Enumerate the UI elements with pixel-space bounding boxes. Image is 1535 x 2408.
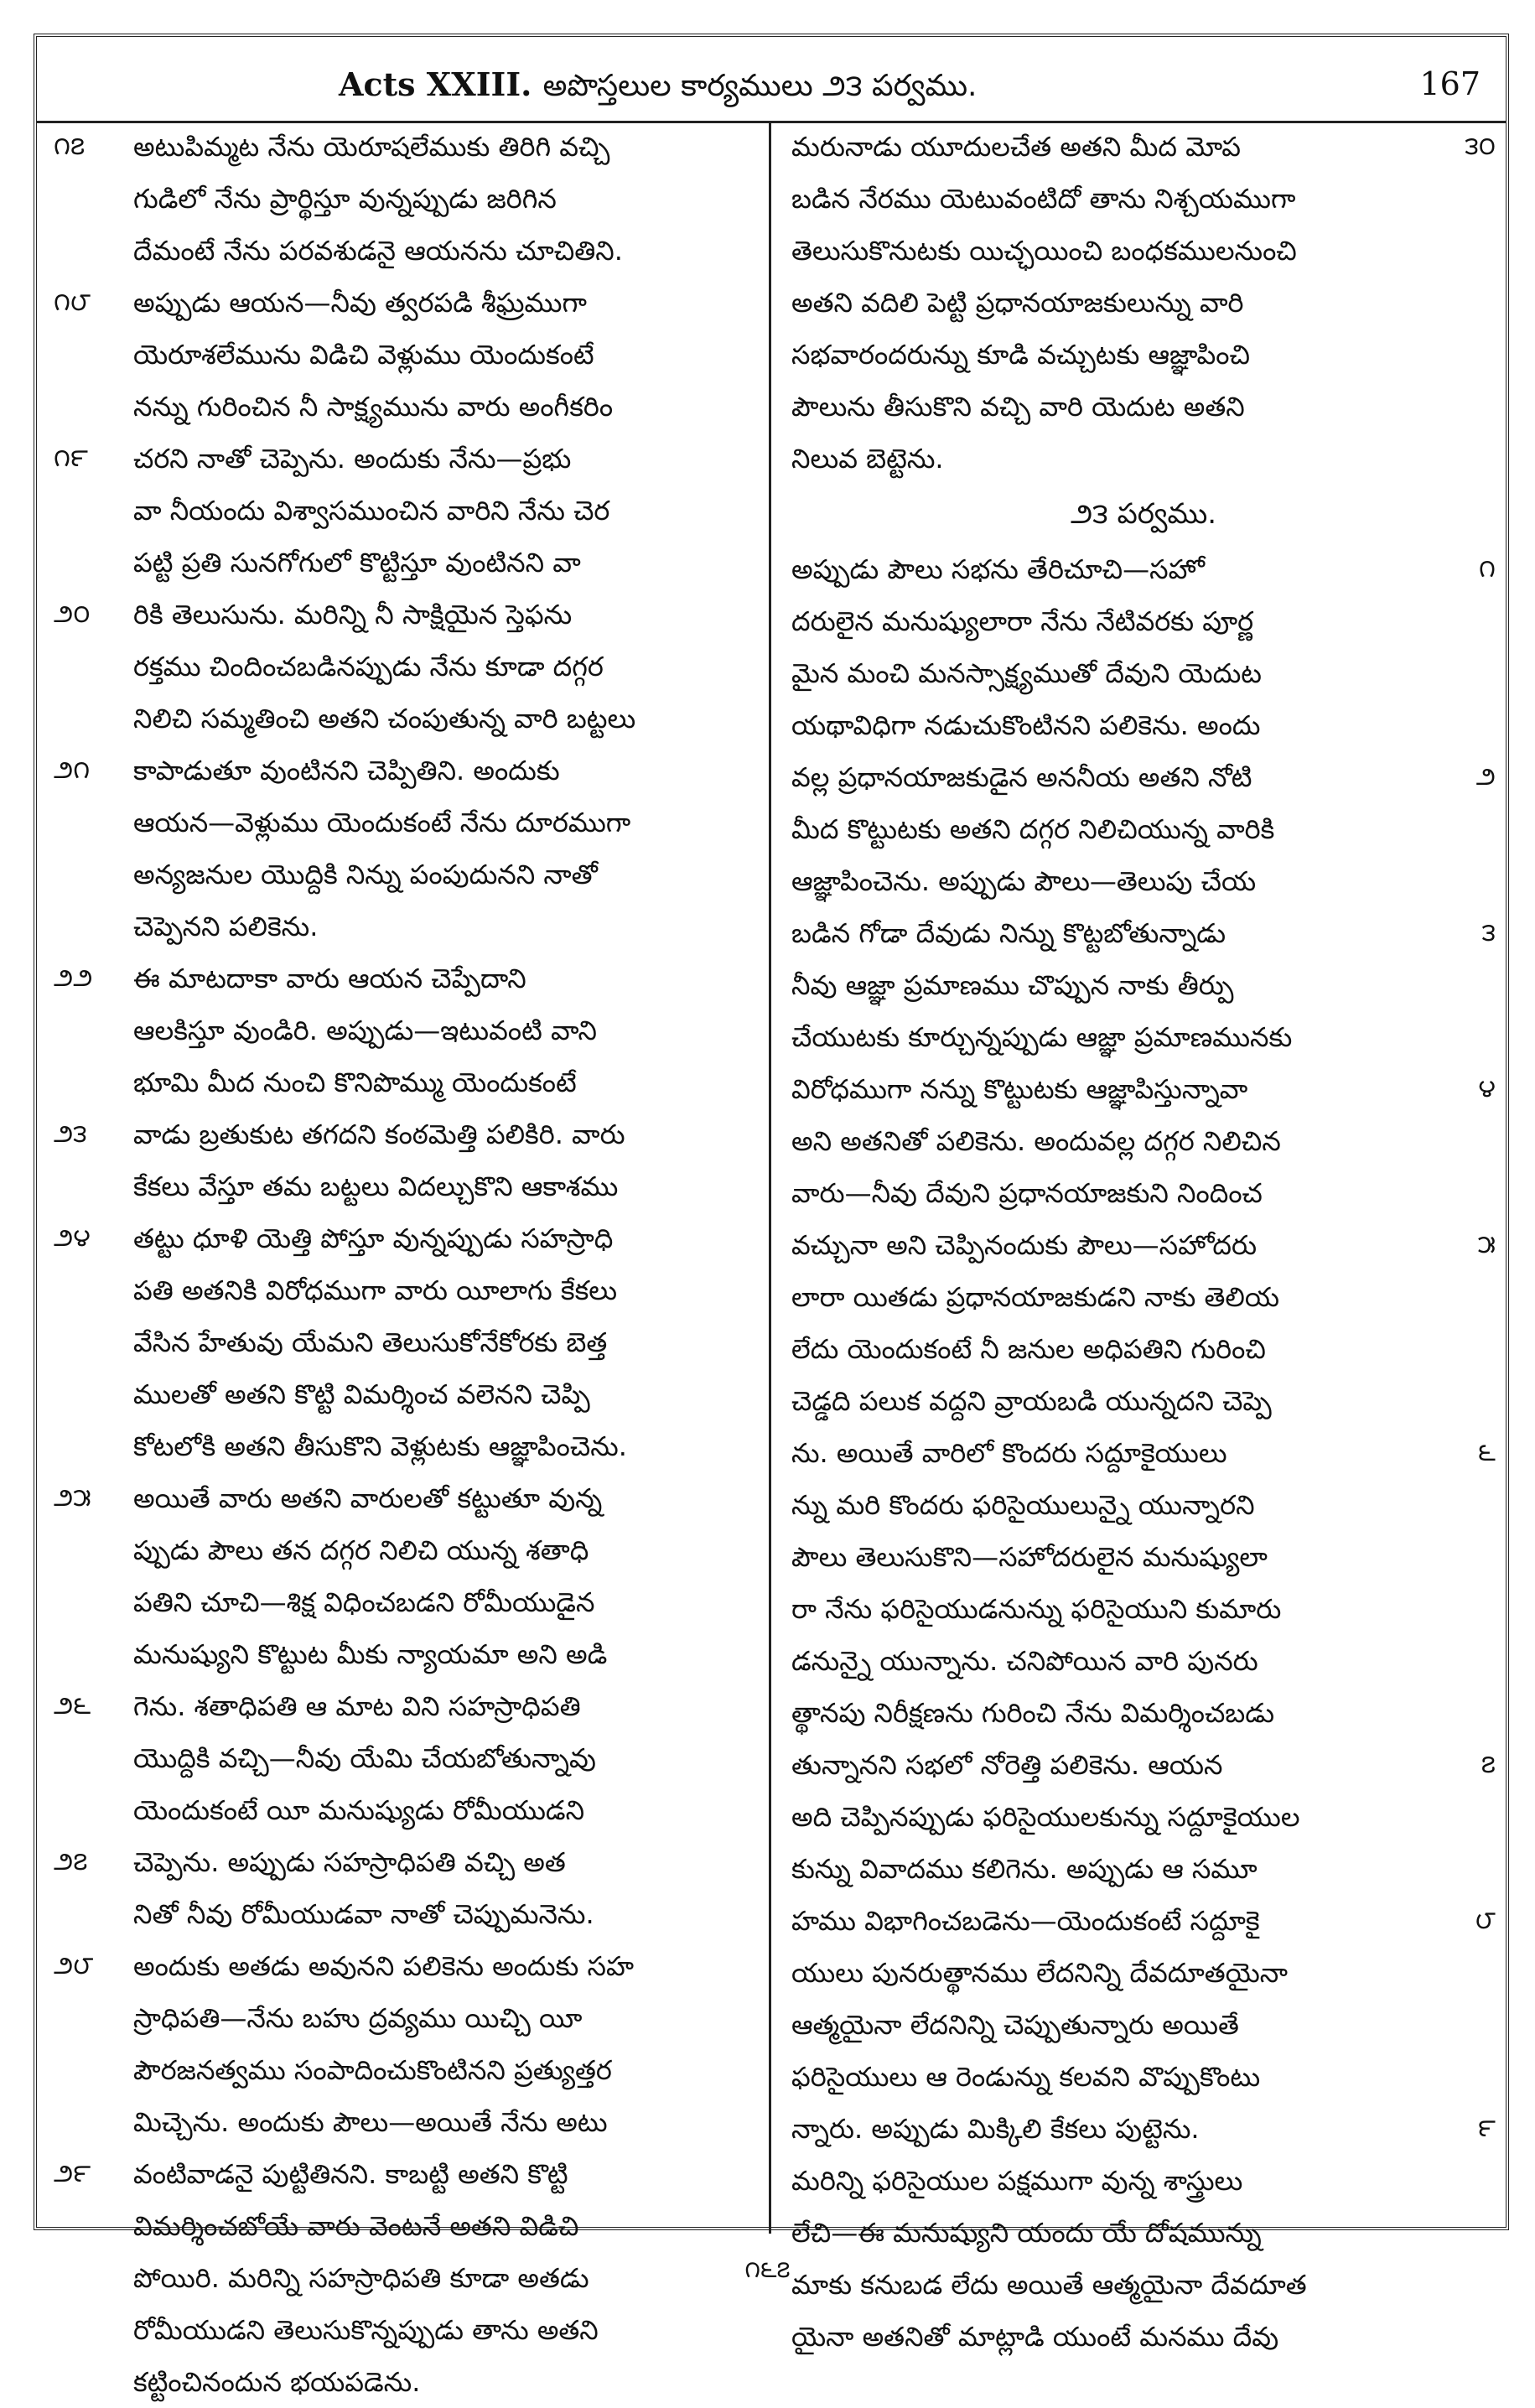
line-text: అటుపిమ్మట నేను యెరూషలేముకు తిరిగి వచ్చి (133, 131, 610, 163)
text-line (54, 1212, 758, 1264)
line-text: భూమి మీద నుంచి కొనిపొమ్ము యెందుకంటే (133, 1066, 577, 1098)
line-text: వాడు బ్రతుకుట తగదని కంఠమెత్తి పలికిరి. వారు (133, 1118, 625, 1150)
line-text: తట్టు ధూళి యెత్తి పోస్తూ వున్నప్పుడు సహస్రాధి (133, 1222, 614, 1254)
text-line (54, 2304, 758, 2356)
text-line (791, 543, 1496, 595)
text-line (54, 1264, 758, 1316)
verse-number: ౨౧ (54, 755, 91, 785)
text-line (791, 907, 1496, 959)
verse-number: ౧ (1479, 554, 1496, 584)
text-line (54, 277, 758, 329)
line-text: యెందుకంటే యీ మనుష్యుడు రోమీయుడని (133, 1794, 585, 1826)
line-text: కాపాడుతూ వుంటినని చెప్పితిని. అందుకు (133, 755, 560, 786)
verse-number: ౧౯ (54, 444, 88, 473)
text-line (54, 1160, 758, 1212)
text-line (791, 1739, 1496, 1791)
text-line (54, 693, 758, 745)
text-line (791, 595, 1496, 647)
text-line (791, 1323, 1496, 1375)
line-text: దరులైన మనుష్యులారా నేను నేటివరకు పూర్ణ (791, 605, 1254, 637)
line-text: త్థానపు నిరీక్షణను గురించి నేను విమర్శించబడు (791, 1697, 1275, 1729)
line-text: నిలిచి సమ్మతించి అతని చంపుతున్న వారి బట్టలు (133, 703, 636, 734)
text-line (54, 1940, 758, 1992)
text-line (791, 751, 1496, 803)
text-line (791, 855, 1496, 907)
line-text: న్ను మరి కొందరు ఫరిసైయులున్నై యున్నారని (791, 1489, 1255, 1521)
line-text: పతిని చూచి—శిక్ష విధించబడని రోమీయుడైన (133, 1586, 595, 1618)
verse-number: ౨౫ (54, 1483, 91, 1513)
text-line (791, 1167, 1496, 1219)
line-text: గుడిలో నేను ప్రార్థిస్తూ వున్నప్పుడు జరిగిన (133, 183, 557, 215)
text-line (791, 1375, 1496, 1427)
verse-number: ౧౮ (54, 288, 91, 317)
page-header (37, 37, 1506, 123)
line-text: గెను. శతాధిపతి ఆ మాట విని సహస్రాధిపతి (133, 1690, 581, 1722)
text-line (791, 1427, 1496, 1479)
line-text: మీద కొట్టుటకు అతని దగ్గర నిలిచియున్న వారికి (791, 813, 1275, 845)
line-text: ప్పుడు పౌలు తన దగ్గర నిలిచి యున్న శతాధి (133, 1534, 589, 1566)
line-text: అని అతనితో పలికెను. అందువల్ల దగ్గర నిలిచిన (791, 1125, 1281, 1157)
line-text: నితో నీవు రోమీయుడవా నాతో చెప్పుమనెను. (133, 1898, 594, 1930)
text-line (54, 641, 758, 693)
text-line (791, 2051, 1496, 2103)
line-text: తున్నానని సభలో నోరెత్తి పలికెను. ఆయన (791, 1749, 1223, 1781)
line-text: చెడ్డది పలుక వద్దని వ్రాయబడి యున్నదని చెప్పె (791, 1385, 1272, 1417)
signature-mark: ౧౬౭ (744, 2255, 791, 2283)
text-line (54, 1784, 758, 1836)
text-line (791, 329, 1496, 381)
text-line (54, 745, 758, 797)
running-title (339, 65, 977, 111)
line-text: వచ్చునా అని చెప్పినందుకు పౌలు—సహోదరు (791, 1229, 1258, 1261)
line-text: వారు—నీవు దేవుని ప్రధానయాజకుని నిందించ (791, 1177, 1263, 1209)
text-line (791, 1843, 1496, 1895)
line-text: కేకలు వేస్తూ తమ బట్టలు విదల్చుకొని ఆకాశము (133, 1170, 619, 1202)
line-text: పోయిరి. మరిన్ని సహస్రాధిపతి కూడా అతడు (133, 2262, 589, 2294)
line-text: యథావిధిగా నడుచుకొంటినని పలికెను. అందు (791, 709, 1261, 741)
right-column-top (791, 121, 1496, 485)
text-line (54, 2356, 758, 2408)
text-line (791, 1999, 1496, 2051)
line-text: రక్తము చిందించబడినప్పుడు నేను కూడా దగ్గర (133, 651, 604, 682)
title-english: Acts XXIII. (339, 65, 532, 103)
line-text: రికి తెలుసును. మరిన్ని నీ సాక్షియైన స్తెఫను (133, 599, 573, 631)
line-text: వా నీయందు విశ్వాసముంచిన వారిని నేను చెర (133, 495, 610, 527)
text-line (54, 225, 758, 277)
text-line (791, 121, 1496, 173)
text-line (54, 1524, 758, 1576)
text-line (791, 803, 1496, 855)
text-line (791, 2103, 1496, 2155)
text-line (54, 173, 758, 225)
text-line (54, 849, 758, 900)
line-text: డనున్నై యున్నాను. చనిపోయిన వారి పునరు (791, 1645, 1258, 1677)
line-text: విరోధముగా నన్ను కొట్టుటకు ఆజ్ఞాపిస్తున్నావా (791, 1073, 1248, 1105)
line-text: ములతో అతని కొట్టి విమర్శించ వలెనని చెప్పి (133, 1378, 590, 1410)
text-line (54, 537, 758, 589)
line-text: యైనా అతనితో మాట్లాడి యుంటే మనము దేవు (791, 2321, 1279, 2353)
right-column-bottom (791, 543, 1496, 2363)
line-text: అప్పుడు ఆయన—నీవు త్వరపడి శీఘ్రముగా (133, 287, 587, 319)
verse-number: ౩ (1481, 918, 1496, 947)
text-line (791, 699, 1496, 751)
text-line (791, 173, 1496, 225)
line-text: యెరూశలేమును విడిచి వెళ్లుము యెందుకంటే (133, 339, 594, 371)
text-line (54, 900, 758, 952)
text-line (54, 1056, 758, 1108)
line-text: వల్ల ప్రధానయాజకుడైన అననీయ అతని నోటి (791, 761, 1252, 793)
line-text: న్నారు. అప్పుడు మిక్కిలి కేకలు పుట్టెను. (791, 2113, 1200, 2145)
line-text: చరని నాతో చెప్పెను. అందుకు నేను—ప్రభు (133, 443, 572, 475)
line-text: పౌలును తీసుకొని వచ్చి వారి యెదుట అతని (791, 391, 1245, 423)
line-text: పౌలు తెలుసుకొని—సహోదరులైన మనుష్యులా (791, 1541, 1268, 1573)
line-text: నన్ను గురించిన నీ సాక్ష్యమును వారు అంగీకరిం (133, 391, 614, 423)
text-line (791, 1063, 1496, 1115)
line-text: హము విభాగించబడెను—యెందుకంటే సద్దూకై (791, 1905, 1260, 1937)
text-line (791, 2207, 1496, 2259)
line-text: చెప్పెనని పలికెను. (133, 911, 319, 942)
text-line (54, 1680, 758, 1732)
text-line (791, 225, 1496, 277)
verse-number: ౨౭ (54, 1847, 88, 1876)
text-line (54, 952, 758, 1004)
line-text: తెలుసుకొనుటకు యిచ్ఛయించి బంధకములనుంచి (791, 235, 1297, 267)
text-line (791, 1271, 1496, 1323)
line-text: వేసిన హేతువు యేమని తెలుసుకోనేకోరకు బెత్త (133, 1326, 608, 1358)
verse-number: ౫ (1477, 1230, 1496, 1259)
text-line (54, 2096, 758, 2148)
text-line (791, 1583, 1496, 1635)
line-text: ను. అయితే వారిలో కొందరు సద్దూకైయులు (791, 1437, 1227, 1469)
text-line (54, 121, 758, 173)
text-line (791, 1895, 1496, 1947)
line-text: మరిన్ని ఫరిసైయుల పక్షముగా వున్న శాస్త్రులు (791, 2165, 1243, 2197)
line-text: ఆత్మయైనా లేదనిన్ని చెప్పుతున్నారు అయితే (791, 2009, 1239, 2041)
text-line (791, 1115, 1496, 1167)
line-text: మైన మంచి మనస్సాక్ష్యముతో దేవుని యెదుట (791, 657, 1263, 689)
text-line (791, 1479, 1496, 1531)
line-text: కట్టించినందున భయపడెను. (133, 2366, 421, 2398)
line-text: అందుకు అతడు అవునని పలికెను అందుకు సహ (133, 1950, 635, 1982)
line-text: ఆయన—వెళ్లుము యెందుకంటే నేను దూరముగా (133, 807, 631, 838)
line-text: దేమంటే నేను పరవశుడనై ఆయనను చూచితిని. (133, 235, 623, 267)
chapter-heading: ౨౩ పర్వము. (1070, 497, 1217, 531)
line-text: మనుష్యుని కొట్టుట మీకు న్యాయమా అని అడి (133, 1638, 608, 1670)
text-line (791, 647, 1496, 699)
text-line (54, 1732, 758, 1784)
line-text: చేయుటకు కూర్చున్నప్పుడు ఆజ్ఞా ప్రమాణమునకు (791, 1021, 1293, 1053)
line-text: లారా యితడు ప్రధానయాజకుడని నాకు తెలియ (791, 1281, 1279, 1313)
verse-number: ౨౩ (54, 1119, 87, 1149)
text-line (54, 1108, 758, 1160)
text-line (54, 1628, 758, 1680)
text-line (54, 797, 758, 849)
line-text: అయితే వారు అతని వారులతో కట్టుతూ వున్న (133, 1482, 603, 1514)
text-line (791, 381, 1496, 433)
verse-number: ౭ (1481, 1750, 1496, 1779)
line-text: కున్ను వివాదము కలిగెను. అప్పుడు ఆ సమూ (791, 1853, 1258, 1885)
line-text: స్రాధిపతి—నేను బహు ద్రవ్యము యిచ్చి యీ (133, 2002, 583, 2034)
text-line (54, 433, 758, 485)
text-line (54, 1368, 758, 1420)
text-line (791, 433, 1496, 485)
text-line (54, 1004, 758, 1056)
verse-number: ౨ (1475, 762, 1496, 791)
line-text: మిచ్చెను. అందుకు పౌలు—అయితే నేను అటు (133, 2106, 608, 2138)
text-line (791, 2311, 1496, 2363)
title-telugu: అపొస్తలుల కార్యములు ౨౩ పర్వము. (542, 69, 978, 103)
verse-number: ౨౦ (54, 599, 91, 629)
text-line (54, 1836, 758, 1888)
text-line (791, 1687, 1496, 1739)
line-text: వంటివాడనై పుట్టితినని. కాబట్టి అతని కొట్టి (133, 2158, 568, 2190)
left-column (54, 121, 758, 2408)
line-text: పట్టి ప్రతి సునగోగులో కొట్టిస్తూ వుంటినని వా (133, 547, 581, 579)
verse-number: ౩౦ (1465, 132, 1496, 161)
verse-number: ౪ (1478, 1074, 1496, 1103)
line-text: ఆజ్ఞాపించెను. అప్పుడు పౌలు—తెలుపు చేయ (791, 865, 1257, 897)
line-text: ఫరిసైయులు ఆ రెండున్ను కలవని వొప్పుకొంటు (791, 2061, 1261, 2093)
right-column (791, 121, 1496, 2363)
text-line (791, 277, 1496, 329)
page-number: 167 (1419, 65, 1481, 102)
text-line (54, 2148, 758, 2200)
verse-number: ౨౨ (54, 963, 93, 993)
text-line (54, 485, 758, 537)
text-line (54, 1472, 758, 1524)
verse-number: ౮ (1475, 1906, 1496, 1935)
line-text: యొద్దికి వచ్చి—నీవు యేమి చేయబోతున్నావు (133, 1742, 596, 1774)
text-line (54, 329, 758, 381)
line-text: అతని వదిలి పెట్టి ప్రధానయాజకులున్ను వారి (791, 287, 1244, 319)
line-text: రా నేను ఫరిసైయుడనున్ను ఫరిసైయుని కుమారు (791, 1593, 1282, 1625)
text-line (54, 1420, 758, 1472)
verse-number: ౨౪ (54, 1223, 91, 1253)
text-line (54, 1576, 758, 1628)
text-line (54, 381, 758, 433)
line-text: ఈ మాటదాకా వారు ఆయన చెప్పేదాని (133, 963, 526, 994)
line-text: అప్పుడు పౌలు సభను తేరిచూచి—సహో (791, 553, 1205, 585)
line-text: విమర్శించబోయే వారు వెంటనే అతని విడిచి (133, 2210, 579, 2242)
text-line (791, 1947, 1496, 1999)
line-text: మాకు కనుబడ లేదు అయితే ఆత్మయైనా దేవదూత (791, 2269, 1307, 2301)
verse-number: ౬ (1478, 1438, 1496, 1467)
text-line (791, 1219, 1496, 1271)
line-text: నీవు ఆజ్ఞా ప్రమాణము చొప్పున నాకు తీర్పు (791, 969, 1234, 1001)
line-text: బడిన నేరము యెటువంటిదో తాను నిశ్చయముగా (791, 183, 1296, 215)
verse-number: ౨౯ (54, 2159, 91, 2188)
text-line (54, 1316, 758, 1368)
line-text: పౌరజనత్వము సంపాదించుకొంటినని ప్రత్యుత్తర (133, 2054, 612, 2086)
line-text: మరునాడు యూదులచేత అతని మీద మోప (791, 131, 1241, 163)
text-line (791, 2155, 1496, 2207)
line-text: బడిన గోడా దేవుడు నిన్ను కొట్టబోతున్నాడు (791, 917, 1226, 949)
line-text: రోమీయుడని తెలుసుకొన్నప్పుడు తాను అతని (133, 2314, 599, 2346)
text-line (791, 959, 1496, 1011)
text-line (54, 2200, 758, 2252)
line-text: లేదు యెందుకంటే నీ జనుల అధిపతిని గురించి (791, 1333, 1266, 1365)
line-text: అది చెప్పినప్పుడు ఫరిసైయులకున్ను సద్దూకైయుల (791, 1801, 1300, 1833)
text-line (54, 1888, 758, 1940)
line-text: సభవారందరున్ను కూడి వచ్చుటకు ఆజ్ఞాపించి (791, 339, 1251, 371)
line-text: కోటలోకి అతని తీసుకొని వెళ్లుటకు ఆజ్ఞాపించెను. (133, 1430, 627, 1462)
line-text: పతి అతనికి విరోధముగా వారు యీలాగు కేకలు (133, 1274, 618, 1306)
verse-number: ౯ (1478, 2114, 1496, 2143)
verse-number: ౧౭ (54, 132, 86, 161)
text-line (791, 1791, 1496, 1843)
line-text: అన్యజనుల యొద్దికి నిన్ను పంపుదునని నాతో (133, 859, 598, 890)
text-line (54, 2044, 758, 2096)
text-line (791, 1635, 1496, 1687)
column-divider (769, 121, 771, 2234)
text-line (54, 589, 758, 641)
verse-number: ౨౮ (54, 1951, 94, 1980)
line-text: లేచి—ఈ మనుష్యుని యందు యే దోషమున్ను (791, 2217, 1262, 2249)
text-line (791, 1011, 1496, 1063)
line-text: నిలువ బెట్టెను. (791, 443, 944, 475)
line-text: యులు పునరుత్థానము లేదనిన్ని దేవదూతయైనా (791, 1957, 1289, 1989)
line-text: చెప్పెను. అప్పుడు సహస్రాధిపతి వచ్చి అత (133, 1846, 566, 1878)
verse-number: ౨౬ (54, 1691, 91, 1720)
text-line (54, 1992, 758, 2044)
line-text: ఆలకిస్తూ వుండిరి. అప్పుడు—ఇటువంటి వాని (133, 1015, 597, 1046)
text-line (791, 1531, 1496, 1583)
